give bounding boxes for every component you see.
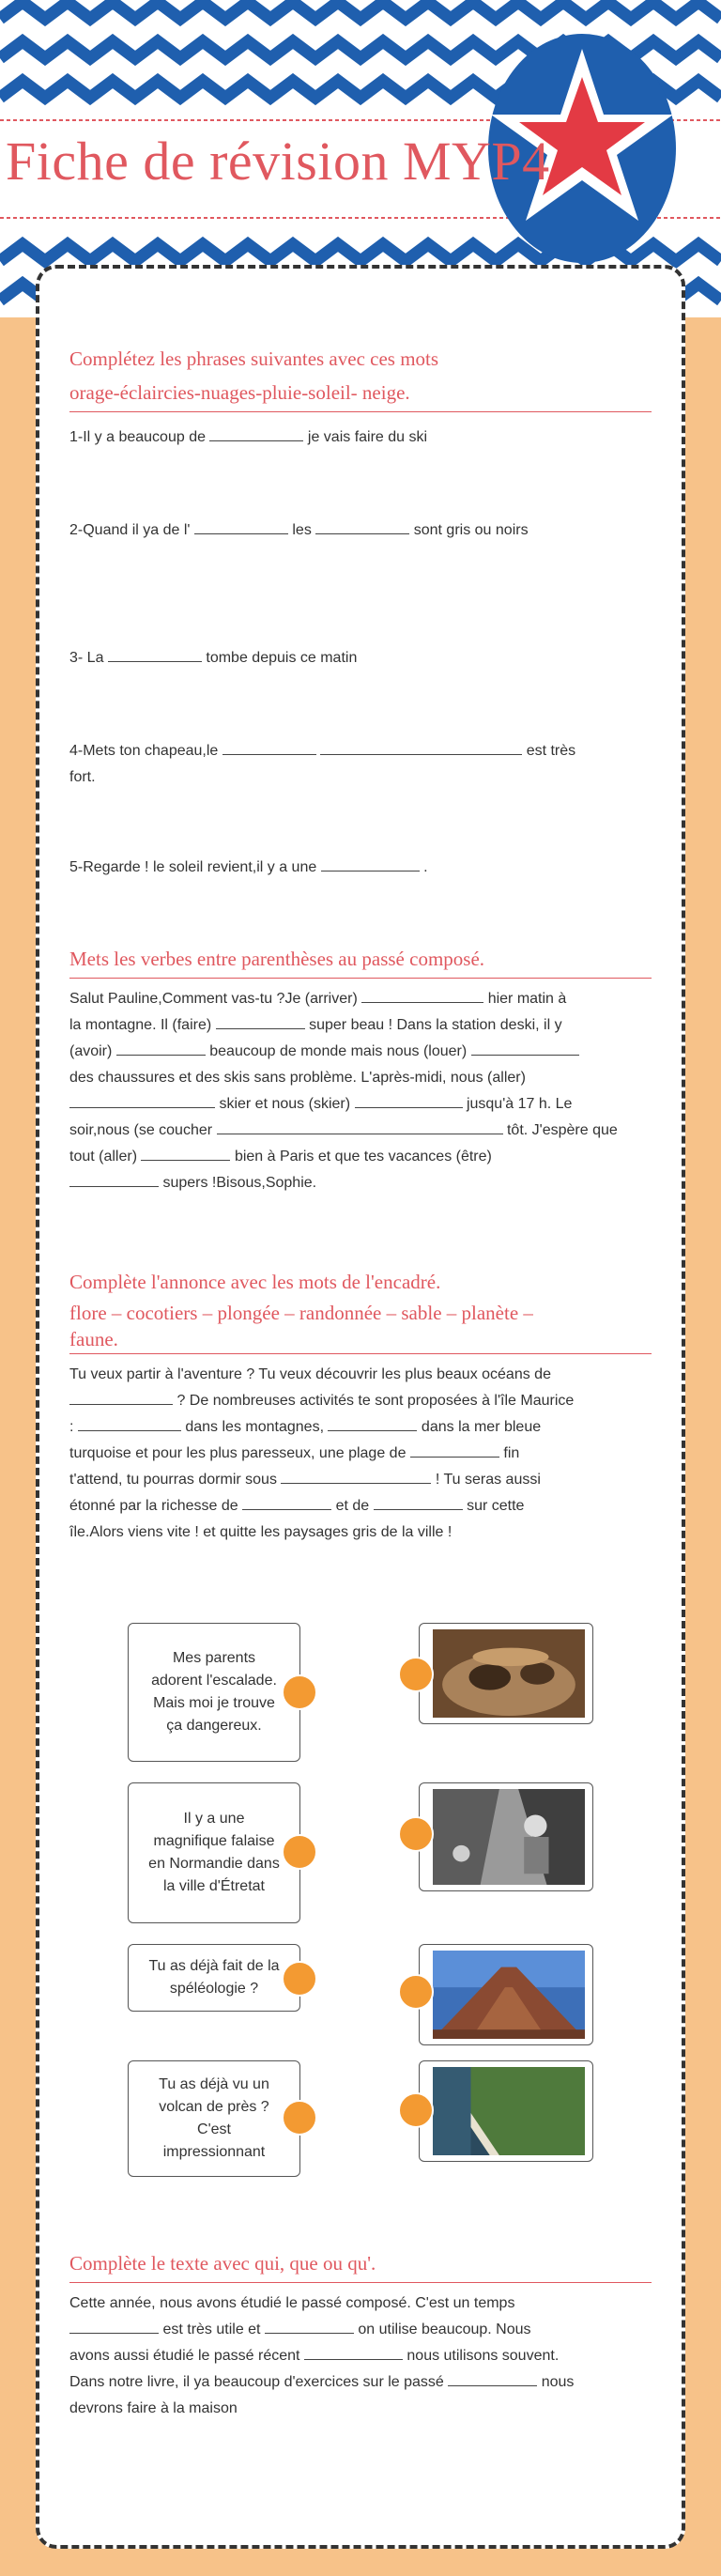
blank-field[interactable]: [410, 1444, 499, 1458]
cliff-photo: [419, 2060, 593, 2162]
cave-photo: [419, 1623, 593, 1724]
blank-field[interactable]: [209, 428, 303, 441]
weather-vocabulary-section: [69, 342, 652, 420]
paragraph-text: skier et nous (skier): [219, 1096, 351, 1112]
section-title-line1: Complète l'annonce avec les mots de l'encadré.: [69, 1271, 441, 1293]
paragraph-text: on utilise beaucoup. Nous: [358, 2321, 531, 2337]
paragraph-text: est très utile et: [162, 2321, 261, 2337]
section-title-line2: flore – cocotiers – plongée – randonnée – sable – planète –: [69, 1302, 533, 1324]
blank-field[interactable]: [320, 742, 522, 755]
match-connector-left-3[interactable]: [282, 1961, 317, 1997]
section-title-line3: faune.: [69, 1328, 118, 1350]
blank-field[interactable]: [242, 1497, 331, 1510]
paragraph-text: supers !Bisous,Sophie.: [162, 1175, 317, 1191]
paragraph-text: ! Tu seras aussi: [435, 1472, 541, 1488]
volcano-image: [433, 1951, 585, 2039]
paragraph-text: :: [69, 1419, 74, 1435]
blank-field[interactable]: [321, 858, 420, 872]
sentence-3: [69, 645, 652, 671]
relative-pronouns-section: [69, 2246, 652, 2422]
blank-field[interactable]: [217, 1121, 503, 1134]
paragraph-text: des chaussures et des skis sans problème. L'après-midi, nous (aller): [69, 1070, 526, 1086]
match-connector-left-1[interactable]: [282, 1674, 317, 1710]
match-connector-left-2[interactable]: [282, 1834, 317, 1870]
paragraph-text: nous utilisons souvent.: [407, 2348, 560, 2364]
blank-field[interactable]: [265, 2321, 354, 2334]
paragraph-text: étonné par la richesse de: [69, 1498, 238, 1514]
paragraph-text: hier matin à: [487, 991, 567, 1007]
blank-field[interactable]: [328, 1418, 417, 1431]
match-sentence-4[interactable]: Tu as déjà vu un volcan de près ? C'est impressionnant: [128, 2060, 300, 2177]
page-title: Fiche de révision MYP4: [6, 131, 550, 192]
paragraph-text: la montagne. Il (faire): [69, 1017, 212, 1033]
blank-field[interactable]: [69, 1392, 173, 1405]
paragraph-text: île.Alors viens vite ! et quitte les paysages gris de la ville !: [69, 1524, 453, 1540]
paragraph-text: Tu veux partir à l'aventure ? Tu veux découvrir les plus beaux océans de: [69, 1366, 551, 1382]
paragraph-text: jusqu'à 17 h. Le: [466, 1096, 573, 1112]
sentence-text: sont gris ou noirs: [413, 522, 529, 538]
blank-field[interactable]: [69, 1095, 215, 1108]
section-title-line1: Complétez les phrases suivantes avec ces mots: [69, 347, 439, 370]
match-connector-right-4[interactable]: [398, 2092, 434, 2128]
paragraph-text: super beau ! Dans la station deski, il y: [309, 1017, 562, 1033]
paragraph-text: dans les montagnes,: [185, 1419, 325, 1435]
match-connector-right-1[interactable]: [398, 1657, 434, 1692]
paragraph-text: tout (aller): [69, 1149, 138, 1165]
sentence-5: [69, 855, 652, 881]
blank-field[interactable]: [222, 742, 316, 755]
paragraph-text: fin: [503, 1445, 520, 1461]
paragraph-text: devrons faire à la maison: [69, 2400, 238, 2416]
paragraph-text: (avoir): [69, 1043, 113, 1059]
blank-field[interactable]: [108, 649, 202, 662]
blank-field[interactable]: [194, 521, 288, 534]
match-connector-right-3[interactable]: [398, 1974, 434, 2010]
blank-field[interactable]: [374, 1497, 463, 1510]
passe-compose-section: [69, 942, 652, 1196]
section-title-line2: orage-éclaircies-nuages-pluie-soleil- neige.: [69, 381, 410, 404]
annonce-paragraph: [69, 1362, 652, 1546]
blank-field[interactable]: [281, 1471, 431, 1484]
sentence-text: est très: [526, 743, 576, 759]
volcano-photo: [419, 1944, 593, 2045]
blank-field[interactable]: [304, 2347, 403, 2360]
sentence-text: 3- La: [69, 650, 104, 666]
annonce-section: [69, 1265, 652, 1546]
divider: [69, 411, 652, 412]
blank-field[interactable]: [361, 990, 483, 1003]
blank-field[interactable]: [355, 1095, 463, 1108]
blank-field[interactable]: [69, 2321, 159, 2334]
divider: [69, 1353, 652, 1354]
match-connector-left-4[interactable]: [282, 2100, 317, 2136]
match-sentence-2[interactable]: Il y a une magnifique falaise en Normandie dans la ville d'Étretat: [128, 1782, 300, 1923]
cave-image: [433, 1629, 585, 1718]
blank-field[interactable]: [471, 1042, 579, 1056]
text-paragraph: [69, 2291, 652, 2422]
match-sentence-3[interactable]: Tu as déjà fait de la spéléologie ?: [128, 1944, 300, 2012]
paragraph-text: beaucoup de monde mais nous (louer): [209, 1043, 468, 1059]
paragraph-text: Dans notre livre, il ya beaucoup d'exercices sur le passé: [69, 2374, 444, 2390]
sentence-4: [69, 738, 652, 791]
paragraph-text: t'attend, tu pourras dormir sous: [69, 1472, 277, 1488]
divider: [69, 2282, 652, 2283]
sentence-2: [69, 517, 652, 544]
blank-field[interactable]: [69, 1174, 159, 1187]
sentence-text: .: [423, 859, 428, 875]
paragraph-text: tôt. J'espère que: [506, 1122, 618, 1138]
blank-field[interactable]: [78, 1418, 181, 1431]
divider: [69, 978, 652, 979]
paragraph-text: soir,nous (se coucher: [69, 1122, 213, 1138]
paragraph-text: Salut Pauline,Comment vas-tu ?Je (arriver): [69, 991, 358, 1007]
match-sentence-1[interactable]: Mes parents adorent l'escalade. Mais moi je trouve ça dangereux.: [128, 1623, 300, 1762]
sentence-text: fort.: [69, 769, 96, 785]
sentence-text: 5-Regarde ! le soleil revient,il y a une: [69, 859, 317, 875]
paragraph-text: dans la mer bleue: [421, 1419, 542, 1435]
paragraph-text: bien à Paris et que tes vacances (être): [234, 1149, 492, 1165]
paragraph-text: nous: [541, 2374, 575, 2390]
match-connector-right-2[interactable]: [398, 1816, 434, 1852]
paragraph-text: avons aussi étudié le passé récent: [69, 2348, 300, 2364]
sentence-text: les: [292, 522, 312, 538]
sentence-text: je vais faire du ski: [307, 429, 428, 445]
sentence-text: 2-Quand il ya de l': [69, 522, 191, 538]
paragraph-text: sur cette: [467, 1498, 525, 1514]
sentence-text: tombe depuis ce matin: [206, 650, 358, 666]
letter-paragraph: [69, 986, 652, 1196]
blank-field[interactable]: [141, 1148, 230, 1161]
sentence-text: 1-Il y a beaucoup de: [69, 429, 206, 445]
blank-field[interactable]: [216, 1016, 305, 1029]
paragraph-text: ? De nombreuses activités te sont proposées à l'île Maurice: [176, 1393, 575, 1409]
blank-field[interactable]: [116, 1042, 206, 1056]
climbing-image: [433, 1789, 585, 1885]
blank-field[interactable]: [448, 2373, 537, 2386]
paragraph-text: et de: [335, 1498, 370, 1514]
paragraph-text: Cette année, nous avons étudié le passé composé. C'est un temps: [69, 2295, 515, 2311]
section-title: Mets les verbes entre parenthèses au passé composé.: [69, 948, 485, 970]
section-title: Complète le texte avec qui, que ou qu'.: [69, 2252, 376, 2275]
sentence-1: [69, 424, 652, 451]
sentence-text: 4-Mets ton chapeau,le: [69, 743, 219, 759]
cliff-image: [433, 2067, 585, 2155]
paragraph-text: turquoise et pour les plus paresseux, une plage de: [69, 1445, 407, 1461]
climbing-photo: [419, 1782, 593, 1891]
blank-field[interactable]: [315, 521, 409, 534]
